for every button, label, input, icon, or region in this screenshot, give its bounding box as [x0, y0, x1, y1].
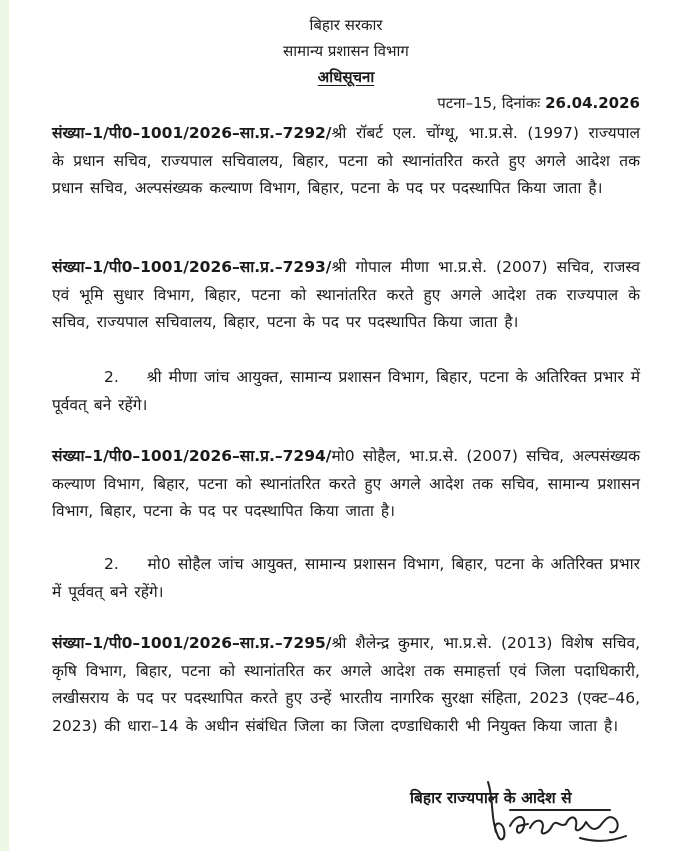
document-title — [52, 66, 640, 88]
order-sub-paragraph: 2. मो0 सोहैल जांच आयुक्त, सामान्य प्रशासन विभाग, बिहार, पटना के अतिरिक्त प्रभार में पूर्ववत् बने रहेंगे। — [52, 555, 640, 601]
order-reference: संख्या–1/पी0–1001/2026–सा.प्र.–7295/ — [52, 634, 332, 652]
order-text: श्री गोपाल मीणा भा.प्र.से. (2007) सचिव, राजस्व एवं भूमि सुधार विभाग, बिहार, पटना को स्थानांतरित करते हुए अगले आदेश तक राज्यपाल के सचिव, राज्यपाल सचिवालय, बिहार, पटना के पद पर पदस्थापित किया जाता है। — [52, 258, 640, 331]
order-sub-paragraph: 2. श्री मीणा जांच आयुक्त, सामान्य प्रशासन विभाग, बिहार, पटना के अतिरिक्त प्रभार में पूर्ववत् बने रहेंगे। — [52, 368, 640, 414]
order-text: श्री रॉबर्ट एल. चोंग्थू, भा.प्र.से. (1997) राज्यपाल के प्रधान सचिव, राज्यपाल सचिवालय, बिहार, पटना को स्थानांतरित करते हुए अगले आदेश तक प्रधान सचिव, अल्पसंख्यक कल्याण विभाग, बिहार, पटना के पद पर पदस्थापित किया जाता है। — [52, 124, 640, 197]
department-heading: सामान्य प्रशासन विभाग — [283, 42, 409, 60]
place-label: पटना–15, दिनांकः — [437, 94, 541, 112]
order-paragraph — [52, 630, 640, 740]
order-paragraph — [52, 443, 640, 526]
order-paragraph — [52, 120, 640, 203]
date-line — [437, 92, 640, 114]
page-edge-strip — [0, 0, 9, 851]
order-text: मो0 सोहैल, भा.प्र.से. (2007) सचिव, अल्पसंख्यक कल्याण विभाग, बिहार, पटना को स्थानांतरित करते हुए अगले आदेश तक सचिव, सामान्य प्रशासन विभाग, बिहार, पटना के पद पर पदस्थापित किया जाता है। — [52, 447, 640, 520]
document-title-text: अधिसूचना — [317, 68, 375, 86]
order-text: श्री शैलेन्द्र कुमार, भा.प्र.से. (2013) विशेष सचिव, कृषि विभाग, बिहार, पटना को स्थानांतरित कर अगले आदेश तक समाहर्त्ता एवं जिला पदाधिकारी, लखीसराय के पद पर पदस्थापित करते हुए उन्हें भारतीय नागरिक सुरक्षा संहिता, 2023 (एक्ट–46, 2023) की धारा–14 के अधीन संबंधित जिला का जिला दण्डाधिकारी भी नियुक्त किया जाता है। — [52, 634, 640, 735]
government-heading: बिहार सरकार — [309, 16, 383, 34]
order-reference: संख्या–1/पी0–1001/2026–सा.प्र.–7292/ — [52, 124, 332, 142]
order-paragraph — [52, 254, 640, 337]
signoff-text: बिहार राज्यपाल के आदेश से — [410, 789, 572, 807]
handwritten-signature — [470, 770, 640, 851]
order-reference: संख्या–1/पी0–1001/2026–सा.प्र.–7293/ — [52, 258, 332, 276]
order-reference: संख्या–1/पी0–1001/2026–सा.प्र.–7294/ — [52, 447, 332, 465]
order-date: 26.04.2026 — [545, 94, 640, 112]
